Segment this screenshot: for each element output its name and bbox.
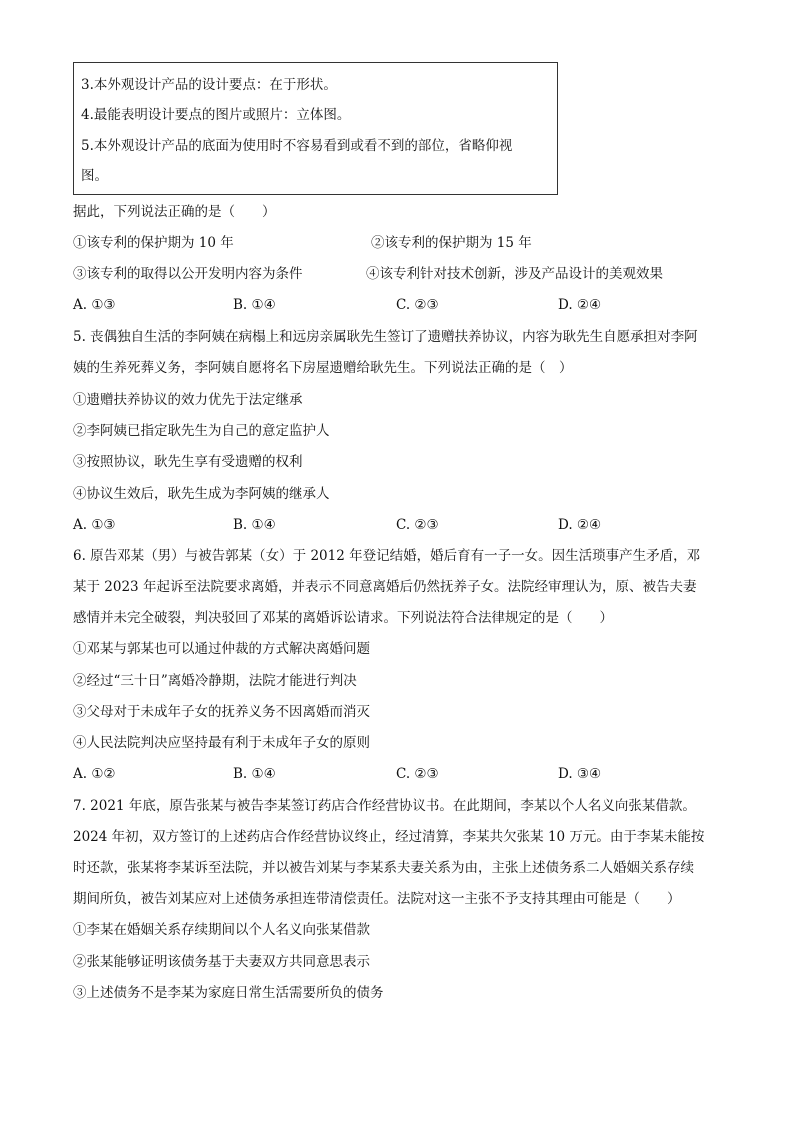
q4-option-b[interactable]: B. ①④ (233, 297, 276, 313)
q7-stem-line-1: 7. 2021 年底，原告张某与被告李某签订药店合作经营协议书。在此期间，李某以个人名义向张某借款。 (73, 798, 696, 814)
q7-statement-2: ②张某能够证明该债务基于夫妻双方共同意思表示 (73, 954, 370, 970)
box-line-4: 4.最能表明设计要点的图片或照片：立体图。 (81, 107, 351, 123)
q4-statement-1: ①该专利的保护期为 10 年 (73, 235, 234, 251)
q5-stem-line-1: 5. 丧偶独自生活的李阿姨在病榻上和远房亲属耿先生签订了遗赠扶养协议，内容为耿先生自愿承担对李阿 (73, 329, 698, 345)
design-info-box (73, 62, 558, 195)
q6-statement-1: ①邓某与郭某也可以通过仲裁的方式解决离婚问题 (73, 641, 370, 657)
q6-option-d[interactable]: D. ③④ (558, 766, 602, 782)
box-line-5-cont: 图。 (81, 168, 108, 184)
q6-statement-4: ④人民法院判决应坚持最有利于未成年子女的原则 (73, 735, 370, 751)
box-line-5: 5.本外观设计产品的底面为使用时不容易看到或看不到的部位，省略仰视 (81, 138, 513, 154)
q5-statement-1: ①遗赠扶养协议的效力优先于法定继承 (73, 392, 303, 408)
box-line-3: 3.本外观设计产品的设计要点：在于形状。 (81, 77, 337, 93)
q4-option-a[interactable]: A. ①③ (73, 297, 116, 313)
q5-stem-line-2: 姨的生养死葬义务，李阿姨自愿将名下房屋遗赠给耿先生。下列说法正确的是（ ） (73, 360, 573, 376)
q5-statement-3: ③按照协议，耿先生享有受遗赠的权利 (73, 454, 303, 470)
q7-stem-line-4: 期间所负，被告刘某应对上述债务承担连带清偿责任。法院对这一主张不予支持其理由可能是（ ） (73, 891, 681, 907)
q4-statement-2: ②该专利的保护期为 15 年 (371, 235, 532, 251)
q4-stem: 据此，下列说法正确的是（ ） (73, 204, 276, 220)
q6-stem-line-3: 感情并未完全破裂，判决驳回了邓某的离婚诉讼请求。下列说法符合法律规定的是（ ） (73, 610, 613, 626)
q7-stem-line-2: 2024 年初，双方签订的上述药店合作经营协议终止，经过清算，李某共欠张某 10 万元。由于李某未能按 (73, 829, 705, 845)
q4-statement-3: ③该专利的取得以公开发明内容为条件 (73, 266, 303, 282)
q6-stem-line-2: 某于 2023 年起诉至法院要求离婚，并表示不同意离婚后仍然抚养子女。法院经审理认为，原、被告夫妻 (73, 579, 697, 595)
q4-option-c[interactable]: C. ②③ (396, 297, 439, 313)
q6-option-a[interactable]: A. ①② (73, 766, 116, 782)
q6-option-c[interactable]: C. ②③ (396, 766, 439, 782)
q7-stem-line-3: 时还款，张某将李某诉至法院，并以被告刘某与李某系夫妻关系为由，主张上述债务系二人婚姻关系存续 (73, 860, 694, 876)
q7-statement-3: ③上述债务不是李某为家庭日常生活需要所负的债务 (73, 985, 384, 1001)
q7-statement-1: ①李某在婚姻关系存续期间以个人名义向张某借款 (73, 922, 370, 938)
q6-option-b[interactable]: B. ①④ (233, 766, 276, 782)
q4-statement-4: ④该专利针对技术创新，涉及产品设计的美观效果 (366, 266, 663, 282)
q5-statement-4: ④协议生效后，耿先生成为李阿姨的继承人 (73, 486, 330, 502)
q6-statement-3: ③父母对于未成年子女的抚养义务不因离婚而消灭 (73, 704, 370, 720)
q5-option-a[interactable]: A. ①③ (73, 517, 116, 533)
q5-option-d[interactable]: D. ②④ (558, 517, 602, 533)
q4-option-d[interactable]: D. ②④ (558, 297, 602, 313)
q6-stem-line-1: 6. 原告邓某（男）与被告郭某（女）于 2012 年登记结婚，婚后育有一子一女。因生活琐事产生矛盾，邓 (73, 548, 701, 564)
q6-statement-2: ②经过“三十日”离婚冷静期，法院才能进行判决 (73, 673, 357, 689)
q5-option-b[interactable]: B. ①④ (233, 517, 276, 533)
q5-statement-2: ②李阿姨已指定耿先生为自己的意定监护人 (73, 423, 330, 439)
q5-option-c[interactable]: C. ②③ (396, 517, 439, 533)
